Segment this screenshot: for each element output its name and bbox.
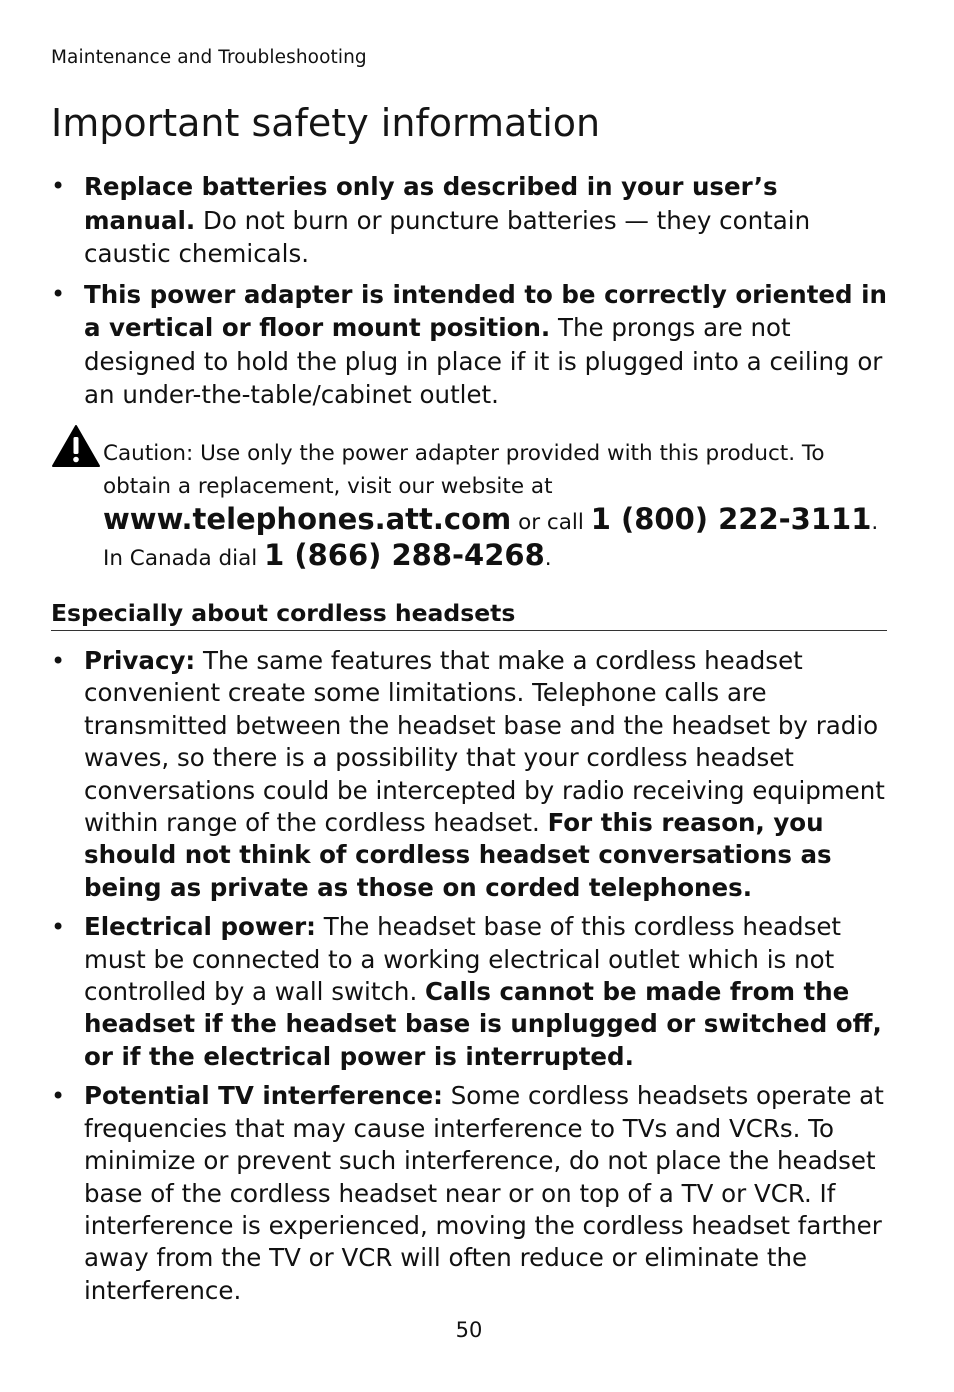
- safety-bullet-batteries: [51, 170, 887, 271]
- warning-triangle-icon: [51, 424, 101, 468]
- bullet-lead: Privacy:: [84, 646, 196, 675]
- bullet-bold-tail: Calls cannot be made from the headset if the headset base is unplugged or switched off, or if the electrical power is interrupted.: [84, 977, 882, 1071]
- bullet-text: Do not burn or puncture batteries — they contain caustic chemicals.: [84, 205, 811, 268]
- bullet-dot: •: [51, 647, 66, 675]
- bullet-text: The same features that make a cordless headset convenient create some limitations. Telephone calls are transmitted between the headset base and the headset by radio waves, so there is a possibility that your cordless headset conversations could be intercepted by radio receiving equipment within range of the cordless headset.: [84, 646, 885, 838]
- headset-bullet-list: [51, 645, 887, 1307]
- period: .: [871, 510, 879, 535]
- section-heading: Especially about cordless headsets: [51, 599, 887, 631]
- caution-text: [103, 437, 893, 575]
- bullet-bold-text: Replace batteries only as described in your user’s manual.: [84, 172, 778, 235]
- headset-bullet-privacy: [51, 645, 887, 904]
- bullet-dot: •: [51, 913, 66, 942]
- caution-intro: Caution: Use only the power adapter provided with this product. To obtain a replacement, visit our website at: [103, 441, 825, 499]
- safety-bullet-list: [51, 170, 887, 412]
- bullet-bold-tail: For this reason, you should not think of cordless headset conversations as being as private as those on corded telephones.: [84, 808, 832, 902]
- bullet-text: The prongs are not designed to hold the plug in place if it is plugged into a ceiling or an under-the-table/cabinet outlet.: [84, 313, 883, 409]
- bullet-lead: Potential TV interference:: [84, 1081, 443, 1111]
- page-number: 50: [455, 1318, 483, 1342]
- website-link[interactable]: www.telephones.att.com: [103, 502, 512, 536]
- phone-us: 1 (800) 222-3111: [590, 502, 872, 536]
- period: .: [544, 546, 552, 571]
- headset-bullet-tv-interference: [51, 1080, 887, 1307]
- phone-canada: 1 (866) 288-4268: [264, 538, 545, 572]
- bullet-dot: •: [51, 1082, 66, 1111]
- or-call-text: or call: [511, 510, 591, 535]
- bullet-dot: •: [51, 279, 66, 308]
- bullet-bold-text: This power adapter is intended to be correctly oriented in a vertical or floor mount position.: [84, 279, 887, 342]
- bullet-text: The headset base of this cordless headset must be connected to a working electrical outlet which is not controlled by a wall switch.: [84, 912, 842, 1007]
- headset-bullet-electrical-power: [51, 911, 887, 1073]
- bullet-text: Some cordless headsets operate at frequencies that may cause interference to TVs and VCRs. To minimize or prevent such interference, do not place the headset base of the cordless headset near or on top of a TV or VCR. If interference is experienced, moving the cordless headset farther away from the TV or VCR will often reduce or eliminate the interference.: [84, 1081, 884, 1305]
- section-label: Maintenance and Troubleshooting: [51, 47, 367, 68]
- canada-text: In Canada dial: [103, 546, 265, 571]
- bullet-lead: Electrical power:: [84, 912, 316, 942]
- page-title: Important safety information: [51, 101, 601, 145]
- safety-bullet-power-adapter: [51, 278, 887, 412]
- bullet-dot: •: [51, 172, 66, 200]
